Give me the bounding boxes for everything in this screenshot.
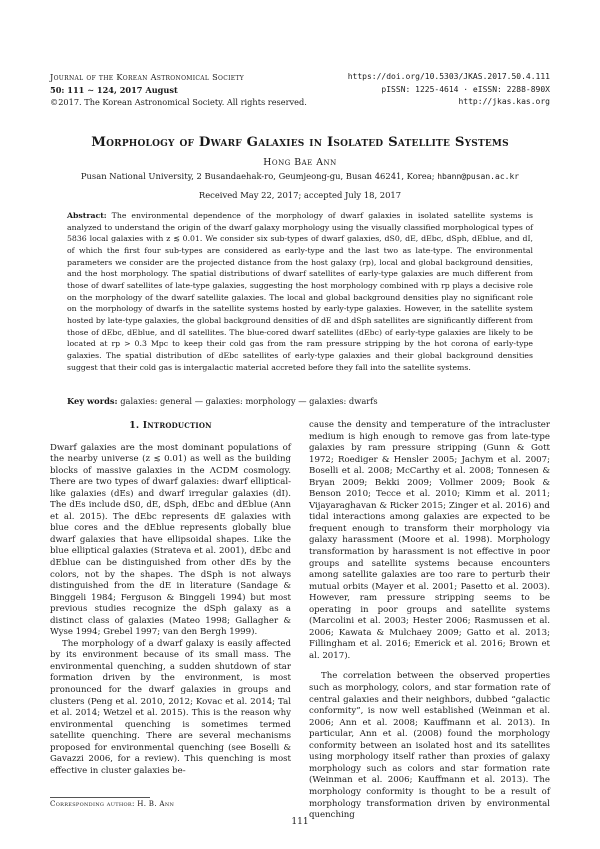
paragraph: Dwarf galaxies are the most dominant populations of the nearby universe (z ≲ 0.01) as well as the building blocks of massive galaxies in the ΛCDM cosmology. There are two types of dwarf galaxies: dwarf elliptical-like galaxies (dEs) and dwarf irregular galaxies (dI). The dEs include dS0, dE, dSph, dEbc and dEblue (Ann et al. 2015). The dEbc represents dE galaxies with blue cores and the dEblue represents globally blue dwarf galaxies that have ellipsoidal shapes. Like the blue elliptical galaxies (Strateva et al. 2001), dEbc and dEblue can be distinguished from other dEs by the colors, not by the shapes. The dSph is not always distinguished from the dE in literature (Sandage & Binggeli 1984; Ferguson & Binggeli 1994) but most previous studies recognize the dSph galaxy as a distinct class of galaxies (Mateo 1998; Gallagher & Wyse 1994; Grebel 1997; van den Bergh 1999). (50, 442, 291, 638)
paragraph: The morphology of a dwarf galaxy is easily affected by its environment because of its small mass. The environmental quenching, a sudden shutdown of star formation driven by the environment, is most pronounced for the dwarf galaxies in groups and clusters (Peng et al. 2010, 2012; Kovac et al. 2014; Tal et al. 2014; Wetzel et al. 2015). This is the reason why environmental quenching is sometimes termed satellite quenching. There are several mechanisms proposed for environmental quenching (see Boselli & Gavazzi 2006, for a review). This quenching is most effective in cluster galaxies be- (50, 638, 291, 776)
author: Hong Bae Ann (263, 157, 337, 168)
journal-name: Journal of the Korean Astronomical Society (50, 72, 245, 82)
journal-identifiers (348, 71, 550, 109)
paragraph: The correlation between the observed properties such as morphology, colors, and star formation rate of central galaxies and their neighbors, dubbed “galactic conformity”, is now well established (Weinman et al. 2006; Ann et al. 2008; Kauffmann et al. 2013). In particular, Ann et al. (2008) found the morphology conformity between an isolated host and its satellites using morphology itself rather than proxies of galaxy morphology such as colors and star formation rate (Weinman et al. 2006; Kauffmann et al. 2013). The morphology conformity is thought to be a result of morphology transformation driven by environmental quenching (309, 671, 550, 821)
author-email[interactable]: hbann@pusan.ac.kr (437, 172, 520, 181)
received-dates: Received May 22, 2017; accepted July 18, 2017 (198, 190, 402, 200)
keywords-text: galaxies: general — galaxies: morphology — galaxies: dwarfs (120, 396, 378, 406)
volume-pages: 50: 111 ∼ 124, 2017 August (50, 84, 178, 95)
journal-info (50, 71, 307, 109)
left-column (50, 420, 291, 777)
journal-url[interactable]: http://jkas.kas.org (458, 97, 550, 106)
keywords (67, 396, 533, 406)
journal-header (50, 71, 550, 111)
affiliation-address: Pusan National University, 2 Busandaehak-ro, Geumjeong-gu, Busan 46241, Korea; (80, 171, 435, 181)
section-heading: 1. Introduction (129, 420, 212, 431)
footnote: Corresponding author: H. B. Ann (50, 799, 175, 808)
keywords-label: Key words: (67, 396, 118, 406)
copyright: ©2017. The Korean Astronomical Society. All rights reserved. (50, 97, 307, 107)
abstract-label: Abstract: (67, 211, 107, 220)
paper-title: Morphology of Dwarf Galaxies in Isolated Satellite Systems (91, 135, 509, 150)
paragraph: cause the density and temperature of the intracluster medium is high enough to remove gas from late-type galaxies by ram pressure stripping (Gunn & Gott 1972; Roediger & Hensler 2005; Jachym et al. 2007; Boselli et al. 2008; McCarthy et al. 2008; Tonnesen & Bryan 2009; Bekki 2009; Vollmer 2009; Book & Benson 2010; Tecce et al. 2010; Kimm et al. 2011; Vijayaraghavan & Ricker 2015; Zinger et al. 2016) and tidal interactions among galaxies are expected to be frequent enough to transform their morphology via galaxy harassment (Moore et al. 1998). Morphology transformation by harassment is not effective in poor groups and satellite systems because encounters among satellite galaxies are too rare to perturb their mutual orbits (Mayer et al. 2001; Pasetto et al. 2003). However, ram pressure stripping seems to be operating in poor groups and satellite systems (Marcolini et al. 2003; Hester 2006; Rasmussen et al. 2006; Kawata & Mulchaey 2009; Gatto et al. 2013; Fillingham et al. 2016; Emerick et al. 2016; Brown et al. 2017). (309, 420, 550, 661)
page-number: 111 (291, 817, 309, 827)
abstract-text: The environmental dependence of the morphology of dwarf galaxies in isolated satellite systems is analyzed to understand the origin of the dwarf galaxy morphology using the visually classified morphological types of 5836 local galaxies with z ≲ 0.01. We consider six sub-types of dwarf galaxies, dS0, dE, dEbc, dSph, dEblue, and dI, of which the first four sub-types are considered as early-type and the last two as late-type. The environmental parameters we consider are the projected distance from the host galaxy (rp), local and global background densities, and the host morphology. The spatial distributions of dwarf satellites of early-type galaxies are much different from those of dwarf satellites of late-type galaxies, suggesting the host morphology combined with rp plays a decisive role on the morphology of the dwarf satellite galaxies. The local and global background densities play no significant role on the morphology of dwarfs in the satellite systems hosted by early-type galaxies. However, in the satellite system hosted by late-type galaxies, the global background densities of dE and dSph satellites are significantly different from those of dEbc, dEblue, and dI satellites. The blue-cored dwarf satellites (dEbc) of early-type galaxies are likely to be located at rp > 0.3 Mpc to keep their cold gas from the ram pressure stripping by the hot corona of early-type galaxies. The spatial distribution of dEbc satellites of early-type galaxies and their global background densities suggest that their cold gas is intergalactic material accreted before they fall into the satellite systems. (67, 211, 533, 372)
abstract (67, 210, 533, 373)
footnote-divider (50, 797, 150, 798)
doi-link[interactable]: https://doi.org/10.5303/JKAS.2017.50.4.111 (347, 72, 550, 81)
right-column (309, 420, 550, 822)
affiliation (0, 171, 600, 181)
issn: pISSN: 1225-4614 · eISSN: 2288-890X (381, 84, 550, 94)
